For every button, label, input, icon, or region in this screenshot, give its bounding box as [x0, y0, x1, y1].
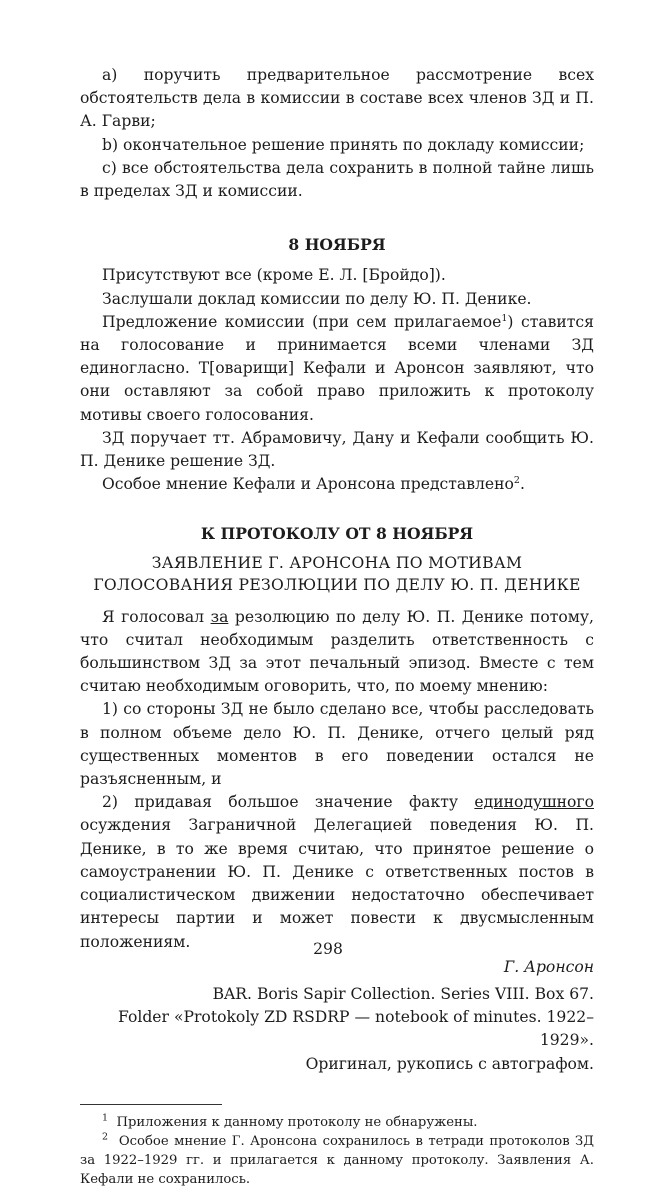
proposal-paragraph — [80, 311, 594, 427]
underlined-za: за — [210, 607, 229, 626]
instruction-paragraph: ЗД поручает тт. Абрамовичу, Дану и Кефали сообщить Ю. П. Денике решение ЗД. — [80, 428, 594, 471]
source-line-2: Folder «Protokoly ZD RSDRP — notebook of minutes. 1922–1929». — [117, 1008, 594, 1050]
statement-point-1: 1) со стороны ЗД не было сделано все, чтобы расследовать в полном объеме дело Ю. П. Денике, отчего целый ряд существенных моментов в его поведении остался не разъясненным, и — [80, 700, 594, 789]
dissent-period: . — [519, 475, 525, 494]
list-item-c: с) все обстоятельства дела сохранить в полной тайне лишь в пределах ЗД и комиссии. — [80, 158, 594, 201]
statement-text-end: резолюцию по делу Ю. П. Денике потому, что считал необходимым разделить ответственность с большинством ЗД за этот печальный эпизод. Вместе с тем считаю необходимым оговорить, что, по моему мнению: — [80, 607, 594, 696]
footnote-1-mark: 1 — [102, 1112, 109, 1124]
footnote-marker-2: 2 — [513, 475, 520, 487]
appendix-heading: К ПРОТОКОЛУ ОТ 8 НОЯБРЯ — [200, 524, 474, 544]
statement-paragraph-1 — [80, 606, 594, 699]
point2-text-end: осуждения Заграничной Делегацией поведения Ю. П. Денике, в то же время считаю, что принятое решение о самоустранении Ю. П. Денике с ответственных постов в социалистическом движении недостаточно обеспечивает интересы партии и может повести к двусмысленным положениям. — [80, 816, 594, 951]
subheading-line-2: ГОЛОСОВАНИЯ РЕЗОЛЮЦИИ ПО ДЕЛУ Ю. П. ДЕНИКЕ — [93, 575, 581, 594]
source-citation — [80, 983, 594, 1076]
statement-subheading — [80, 552, 594, 596]
source-line-1: BAR. Boris Sapir Collection. Series VIII. Box 67. — [212, 984, 594, 1003]
underlined-unanimous: единодушного — [474, 793, 594, 812]
footnote-2 — [80, 1132, 594, 1189]
proposal-text-end: ) ставится на голосование и принимается всеми членами ЗД единогласно. Т[оварищи] Кефали и Аронсон заявляют, что они оставляют за собой право приложить к протоколу мотивы своего голосования. — [80, 312, 594, 424]
subheading-line-1: ЗАЯВЛЕНИЕ Г. АРОНСОНА ПО МОТИВАМ — [151, 553, 523, 572]
footnote-2-text: Особое мнение Г. Аронсона сохранилось в тетради протоколов ЗД за 1922–1929 гг. и прилагается к данному протоколу. Заявления А. Кефали не сохранилось. — [80, 1133, 594, 1187]
source-line-3: Оригинал, рукопись с автографом. — [305, 1054, 594, 1073]
dissent-paragraph — [80, 473, 594, 496]
list-item-b: b) окончательное решение принять по докладу комиссии; — [102, 135, 585, 154]
page-number: 298 — [313, 940, 343, 958]
statement-point-2 — [80, 791, 594, 953]
signature: Г. Аронсон — [503, 957, 594, 976]
footnote-2-mark: 2 — [102, 1131, 109, 1143]
heard-paragraph: Заслушали доклад комиссии по делу Ю. П. Денике. — [102, 289, 532, 308]
attendance-paragraph: Присутствуют все (кроме Е. Л. [Бройдо]). — [102, 266, 446, 285]
date-heading: 8 НОЯБРЯ — [288, 235, 386, 255]
footnote-1-text: Приложения к данному протоколу не обнаружены. — [116, 1114, 478, 1130]
list-item-a: а) поручить предварительное рассмотрение всех обстоятельств дела в комиссии в составе всех членов ЗД и П. А. Гарви; — [80, 66, 594, 131]
footnote-1 — [80, 1113, 594, 1132]
footnote-marker-1: 1 — [501, 312, 508, 324]
statement-text-start: Я голосовал — [102, 607, 211, 626]
footnote-divider — [80, 1104, 222, 1105]
point2-text-start: 2) придавая большое значение факту — [102, 793, 475, 812]
proposal-text-start: Предложение комиссии (при сем прилагаемое — [102, 312, 502, 331]
dissent-text: Особое мнение Кефали и Аронсона представлено — [102, 475, 514, 494]
